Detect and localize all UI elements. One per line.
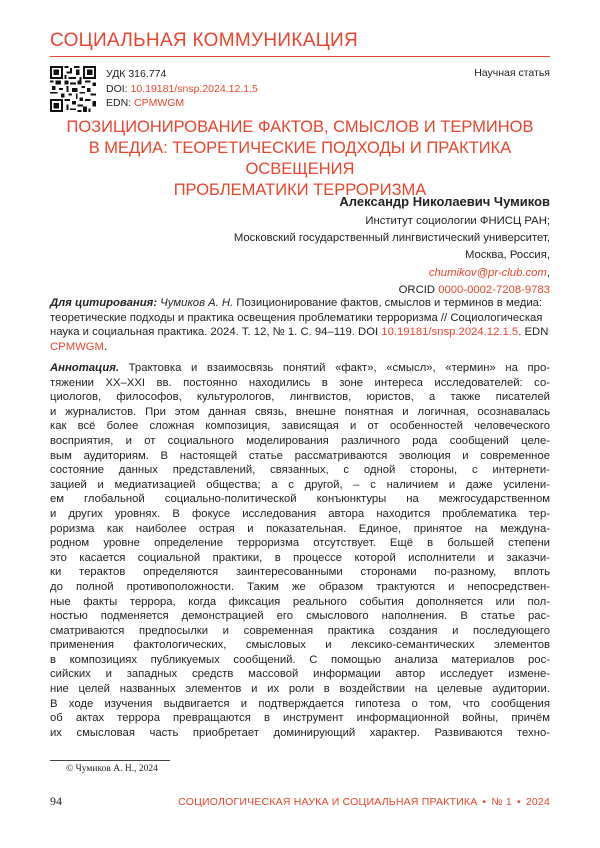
abstract-line: тяжении XX–XXI вв. постоянно находились в зоне интереса исследователей: со- (50, 376, 550, 389)
abstract-label: Аннотация. (50, 362, 120, 374)
abstract-line: до полной противоположности. Таким же образом трактуются и непосредствен- (50, 580, 550, 593)
title-line: ПРОБЛЕМАТИКИ ТЕРРОРИЗМА (173, 181, 427, 199)
edn-link[interactable]: CPMWGM (134, 97, 185, 109)
citation-block (50, 296, 550, 354)
abstract-line: ние целей названных элементов и их роли в воздействии на целевые аудитории. (50, 683, 550, 696)
abstract-line: ные факты террора, когда фиксация реального события дополняется или пол- (50, 595, 550, 608)
affiliation: Московский государственный лингвистический университет, (233, 232, 550, 245)
section-title: СОЦИАЛЬНАЯ КОММУНИКАЦИЯ (50, 30, 359, 51)
author-location: Москва, Россия, (464, 249, 550, 262)
footnote-divider (50, 760, 170, 761)
citation-author: Чумиков А. Н. (160, 297, 234, 309)
abstract-line: применения фактологических, смысловых и лексико-семантических элементов (50, 639, 550, 652)
abstract-line: ностью подменяется демонстрацией его смыслового наполнения. В статье рас- (50, 610, 550, 623)
journal-footer (178, 796, 550, 808)
abstract-line: вым аудиториям. В настоящей статье рассматриваются эволюция и современное (50, 449, 550, 462)
citation-edn-link[interactable]: CPMWGM (50, 340, 104, 353)
abstract-line: их смысловая часть приобретает доминирующий характер. Развиваются техно- (50, 726, 550, 739)
article-metadata (106, 67, 258, 111)
orcid-link[interactable]: 0000-0002-7208-9783 (438, 283, 550, 296)
issue-year: 2024 (525, 796, 550, 808)
abstract-line: родном уровне определение терроризма отсутствует. Ещё в большей степени (50, 537, 550, 550)
page-number: 94 (50, 794, 62, 808)
abstract-line: в композициях публикуемых сообщений. С помощью анализа материалов рос- (50, 653, 550, 666)
abstract-line: роризма как наиболее острая и показательная. Единое, принятое на междуна- (50, 522, 550, 535)
edn-line (106, 96, 258, 111)
abstract-line: это касается социальной практики, в процессе которой исполнители и заказчи- (50, 551, 550, 564)
abstract-line: об актах террора превращаются в инструмент информационной войны, причём (50, 712, 550, 725)
title-line: ПОЗИЦИОНИРОВАНИЕ ФАКТОВ, СМЫСЛОВ И ТЕРМИНОВ (66, 118, 534, 136)
bullet-separator: • (516, 796, 521, 808)
copyright-footnote: © Чумиков А. Н., 2024 (66, 764, 158, 774)
abstract-line: сматриваются предпосылки и современная практика создания и последующего (50, 624, 550, 637)
abstract (50, 361, 550, 740)
title-line: В МЕДИА: ТЕОРЕТИЧЕСКИЕ ПОДХОДЫ И ПРАКТИКА ОСВЕЩЕНИЯ (88, 139, 512, 178)
abstract-line: и других уровнях. В фокусе исследования автора находится проблематика тер- (50, 507, 550, 520)
citation-edn-label: . EDN (518, 326, 549, 339)
article-type: Научная статья (474, 67, 550, 79)
email-line (234, 265, 550, 282)
article-title (50, 117, 550, 201)
author-email-link[interactable]: chumikov@pr-club.com (428, 266, 547, 279)
abstract-line: ем глобальной социально-политической конъюнктуры на межгосударственном (50, 493, 550, 506)
abstract-line: как всё более сложная композиция, зависящая и от особенностей человеческого (50, 420, 550, 433)
doi-link[interactable]: 10.19181/snsp.2024.12.1.5 (130, 82, 258, 95)
udc-code: УДК 316.774 (106, 68, 167, 80)
author-block (234, 192, 550, 299)
citation-text: Позиционирование фактов, смыслов и терминов в медиа: теоретические подходы и практика освещения проблематики терроризма // Социологическая наука и социальная практика. 2024. Т. 12, № 1. С. 94–119. (50, 297, 543, 339)
abstract-line: В ходе изучения выдвигается и подтверждается гипотеза о том, что сообщения (50, 697, 550, 710)
doi-label: DOI: (106, 82, 128, 95)
orcid-label: ORCID (398, 283, 436, 296)
abstract-line: сийских и западных средств массовой информации автор исследует измене- (50, 668, 550, 681)
doi-line (106, 82, 258, 97)
bullet-separator: • (482, 796, 487, 808)
abstract-line: и журналистов. При этом данная связь, внешне понятная и логичная, осознавалась (50, 405, 550, 418)
section-divider (50, 56, 550, 57)
edn-label: EDN: (106, 97, 132, 109)
citation-doi-link[interactable]: 10.19181/snsp.2024.12.1.5 (381, 326, 519, 339)
abstract-line: зацией и медиатизацией общества; а с другой, – с наличием и даже усилени- (50, 478, 550, 491)
citation-end: . (103, 340, 108, 353)
abstract-line: циологов, философов, культурологов, лингвистов, юристов, а также писателей (50, 391, 550, 404)
abstract-line: Аннотация. Трактовка и взаимосвязь понятий «факт», «смысл», «термин» на про- (50, 362, 550, 374)
qr-code-icon[interactable] (50, 66, 96, 112)
abstract-line: ки терактов определяются заинтересованными сторонами по-разному, вплоть (50, 566, 550, 579)
email-suffix: , (546, 266, 550, 279)
citation-label: Для цитирования: (50, 297, 158, 309)
issue-number: № 1 (491, 796, 512, 808)
abstract-line: состояние данных представлений, связанных, с одной стороны, с интернети- (50, 464, 550, 477)
citation-doi-label: DOI (358, 326, 379, 339)
journal-name: СОЦИОЛОГИЧЕСКАЯ НАУКА И СОЦИАЛЬНАЯ ПРАКТИКА (178, 796, 478, 808)
abstract-line: восприятия, и от социального моделирования различного рода сообщений целе- (50, 434, 550, 447)
affiliation: Институт социологии ФНИСЦ РАН; (365, 215, 550, 227)
author-name: Александр Николаевич Чумиков (339, 194, 550, 209)
